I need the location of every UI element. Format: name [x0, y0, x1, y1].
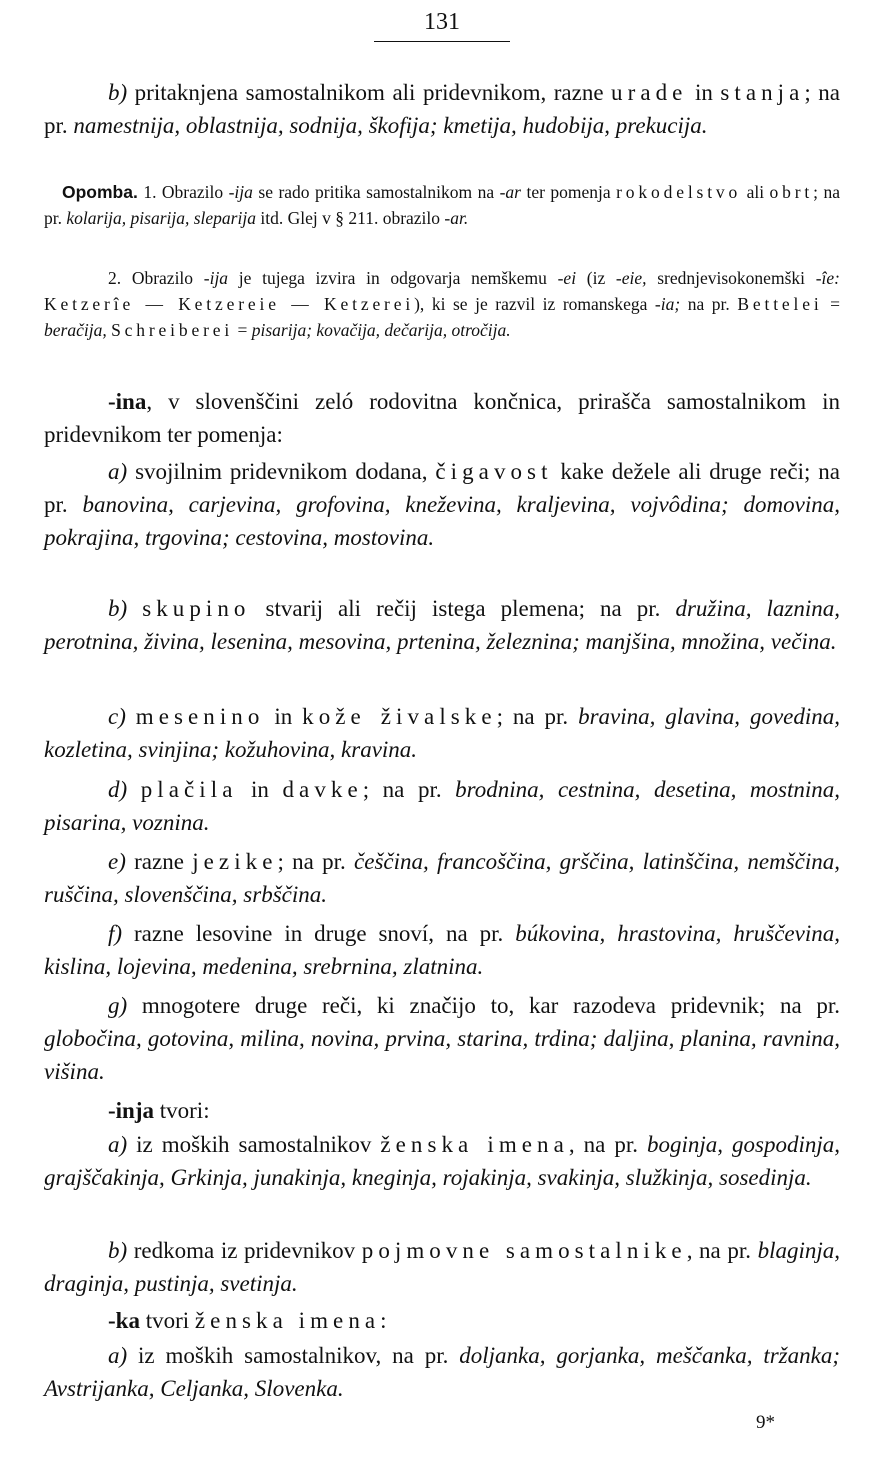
item-marker: a): [108, 459, 128, 484]
suffix: -ei: [557, 268, 577, 288]
text: ter pomenja: [520, 182, 617, 202]
paragraph-inja-b: [44, 1234, 840, 1300]
paragraph-ka: [44, 1304, 840, 1337]
text: tvori: [139, 1308, 195, 1333]
paragraph-inja: [44, 1094, 840, 1127]
paragraph-ina-c: [44, 700, 840, 766]
text: ), ki se je razvil iz romanskega: [414, 294, 655, 314]
spaced-term: kože živalske: [302, 704, 497, 729]
page-number-rule: [374, 41, 510, 42]
text: iz moških samostalnikov: [127, 1132, 381, 1157]
item-marker: a): [108, 1343, 128, 1368]
suffix: -îe:: [815, 268, 840, 288]
note-1: [44, 179, 840, 231]
spaced-term: pojmovne samostalnike: [361, 1238, 687, 1263]
text: ; na pr.: [277, 849, 355, 874]
paragraph-ina-f: [44, 917, 840, 983]
spaced-term: obrt: [769, 182, 814, 202]
text: kake dežele ali druge reči; na pr.: [44, 459, 841, 517]
paragraph-b-ija: [44, 76, 840, 142]
item-marker: b): [108, 596, 128, 621]
suffix-heading: -ka: [108, 1308, 140, 1333]
spaced-term: Schreiberei: [111, 320, 234, 340]
note-2: [44, 265, 840, 343]
text: na pr.: [680, 294, 738, 314]
text: in: [237, 777, 283, 802]
text: srednjevisokonemški: [646, 268, 816, 288]
examples: družina, laznina, perotnina, živina, lesenina, mesovina, prtenina, železnina; manjšina, množina, večina.: [44, 596, 840, 654]
item-marker: a): [108, 1132, 128, 1157]
examples: namestnija, oblastnija, sodnija, škofija; kmetija, hudobija, prekucija.: [73, 113, 708, 138]
item-marker: b): [108, 1238, 128, 1263]
examples: blaginja, draginja, pustinja, svetinja.: [44, 1238, 840, 1296]
text: 2. Obrazilo: [108, 268, 204, 288]
examples: doljanka, gorjanka, meščanka, tržanka; Avstrijanka, Celjanka, Slovenka.: [44, 1343, 840, 1401]
spaced-term: davke: [282, 777, 363, 802]
text: ; na pr.: [496, 704, 579, 729]
text: iz moških samostalnikov, na pr.: [127, 1343, 460, 1368]
item-marker: b): [108, 80, 128, 105]
spaced-term: čigavost: [435, 459, 553, 484]
paragraph-ina-b: [44, 592, 840, 658]
text: ; na pr.: [44, 182, 840, 228]
paragraph-inja-a: [44, 1128, 840, 1194]
signature-mark: 9*: [756, 1412, 775, 1433]
text: :: [380, 1308, 387, 1333]
item-marker: f): [108, 921, 123, 946]
suffix-heading: -ina: [108, 389, 147, 414]
note-label: Opomba.: [62, 182, 138, 202]
spaced-term: plačila: [140, 777, 238, 802]
text: razne lesovine in druge snoví, na pr.: [122, 921, 516, 946]
examples: boginja, gospodinja, grajščakinja, Grkinja, junakinja, kneginja, rojakinja, svakinja, služkinja, sosedinja.: [44, 1132, 840, 1190]
spaced-term: Bettelei: [737, 294, 823, 314]
text: in: [687, 80, 721, 105]
paragraph-ka-a: [44, 1339, 840, 1405]
text: , na pr.: [686, 1238, 758, 1263]
paragraph-ina-d: [44, 773, 840, 839]
spaced-term: stanja: [720, 80, 805, 105]
paragraph-ina-a: [44, 455, 840, 554]
examples: bravina, glavina, govedina, kozletina, svinjina; kožuhovina, kravina.: [44, 704, 841, 762]
spaced-term: skupino: [142, 596, 251, 621]
text: redkoma iz pridevnikov: [127, 1238, 362, 1263]
suffix: -ia;: [654, 294, 681, 314]
examples: beračija,: [44, 320, 107, 340]
text: se rado pritika samostalnikom na: [252, 182, 500, 202]
text: in: [264, 704, 303, 729]
paragraph-ina-e: [44, 845, 840, 911]
page-number: 131: [424, 9, 460, 35]
examples: pisarija; kovačija, dečarija, otročija.: [251, 320, 511, 340]
suffix: -ija: [203, 268, 229, 288]
suffix-heading: -inja: [108, 1098, 154, 1123]
item-marker: g): [108, 993, 128, 1018]
text: ; na pr.: [44, 80, 840, 138]
text: mnogotere druge reči, ki značijo to, kar razodeva pridevnik; na pr.: [127, 993, 840, 1018]
examples: češčina, francoščina, grščina, latinščina, nemščina, ruščina, slovenščina, srbščina.: [44, 849, 840, 907]
text: =: [233, 320, 252, 340]
item-marker: c): [108, 704, 126, 729]
paragraph-ina: [44, 385, 840, 451]
suffix: -ar.: [444, 208, 469, 228]
text: 1. Obrazilo: [137, 182, 229, 202]
text: , na pr.: [568, 1132, 647, 1157]
text: itd. Glej v § 211. obrazilo: [255, 208, 445, 228]
examples: banovina, carjevina, grofovina, kneževina, kraljevina, vojvôdina; domovina, pokrajina, trgovina; cestovina, mostovina.: [44, 492, 841, 550]
text: je tujega izvira in odgovarja nemškemu: [228, 268, 558, 288]
spaced-term: ženska imena: [380, 1132, 569, 1157]
spaced-term: rokodelstvo: [616, 182, 742, 202]
text: svojilnim pridevnikom dodana,: [127, 459, 436, 484]
text: =: [822, 294, 840, 314]
suffix: -ar: [499, 182, 521, 202]
paragraph-ina-g: [44, 989, 840, 1088]
text: ; na pr.: [362, 777, 456, 802]
suffix: -eie,: [615, 268, 647, 288]
spaced-term: urade: [611, 80, 688, 105]
spaced-term: Ketzerîe — Ketzereie — Ketzerei: [44, 294, 415, 314]
spaced-term: mesenino: [135, 704, 265, 729]
text: , v slovenščini zeló rodovitna končnica, prirašča samostalnikom in pridevnikom ter pomenja:: [44, 389, 840, 447]
examples: kolarija, pisarija, sleparija: [66, 208, 256, 228]
text: stvarij ali rečij istega plemena; na pr.: [250, 596, 676, 621]
item-marker: d): [108, 777, 128, 802]
text: ali: [741, 182, 770, 202]
item-marker: e): [108, 849, 126, 874]
spaced-term: ženska imena: [194, 1308, 381, 1333]
examples: búkovina, hrastovina, hruščevina, kislina, lojevina, medenina, srebrnina, zlatnina.: [44, 921, 840, 979]
text: razne: [125, 849, 193, 874]
examples: globočina, gotovina, milina, novina, prvina, starina, trdina; daljina, planina, ravnina, višina.: [44, 1026, 840, 1084]
text: (iz: [576, 268, 616, 288]
text: pritaknjena samostalnikom ali pridevnikom, razne: [127, 80, 612, 105]
spaced-term: jezike: [192, 849, 278, 874]
examples: brodnina, cestnina, desetina, mostnina, pisarina, voznina.: [44, 777, 841, 835]
text: tvori:: [154, 1098, 210, 1123]
suffix: -ija: [228, 182, 253, 202]
